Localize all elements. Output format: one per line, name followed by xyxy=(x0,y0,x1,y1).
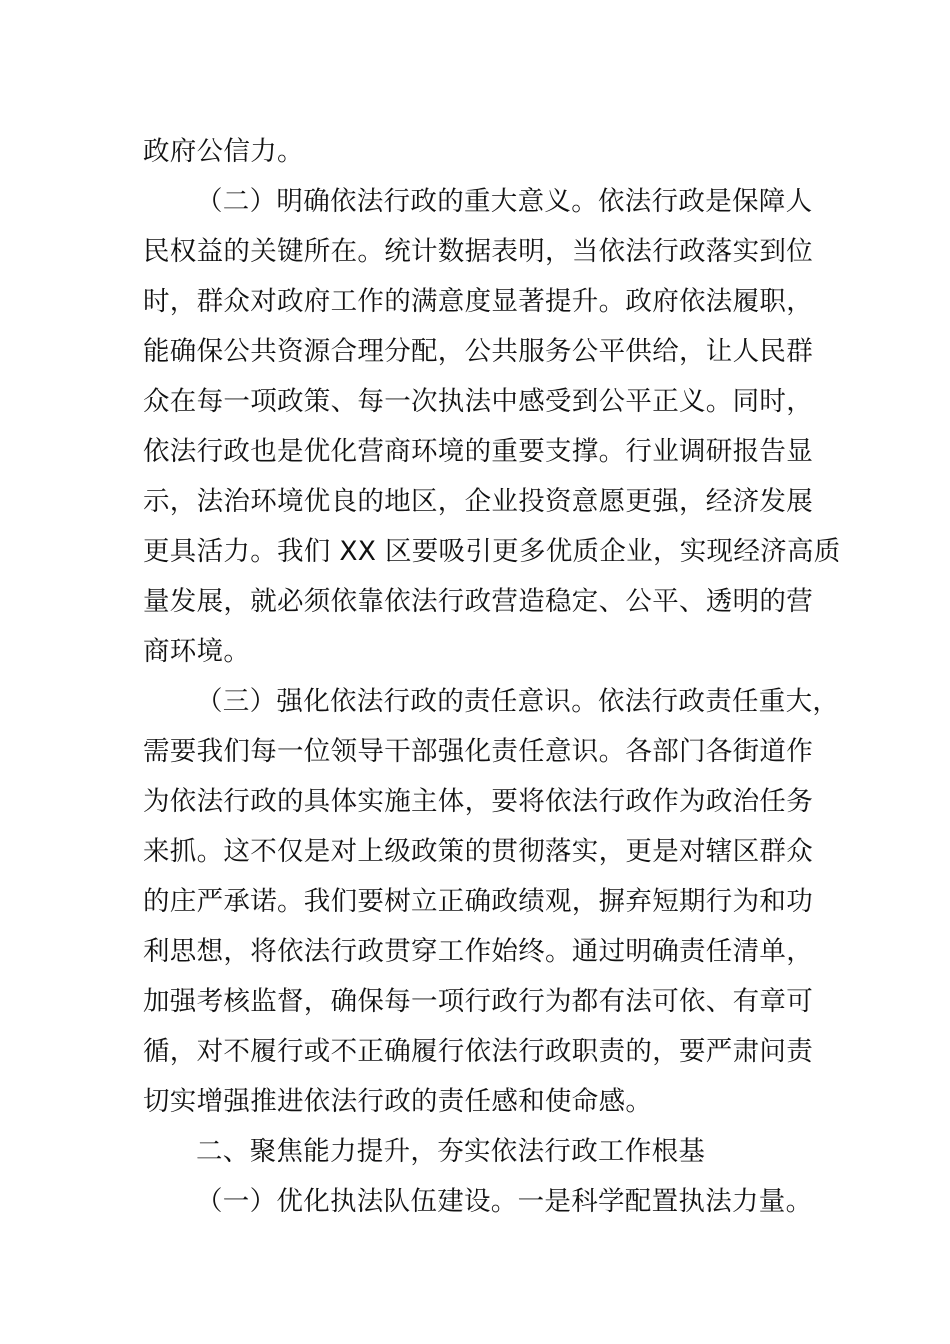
text-line: 众在每一项政策、每一次执法中感受到公平正义。同时， xyxy=(143,386,813,417)
text-line: 依法行政也是优化营商环境的重要支撑。行业调研报告显 xyxy=(143,436,813,467)
text-line: 为依法行政的具体实施主体，要将依法行政作为政治任务 xyxy=(143,786,813,817)
text-line: 更具活力。我们 XX 区要吸引更多优质企业，实现经济高质 xyxy=(143,536,841,567)
text-line: 量发展，就必须依靠依法行政营造稳定、公平、透明的营 xyxy=(143,586,813,617)
text-line: 来抓。这不仅是对上级政策的贯彻落实，更是对辖区群众 xyxy=(143,836,813,867)
text-line: 的庄严承诺。我们要树立正确政绩观，摒弃短期行为和功 xyxy=(143,886,813,917)
text-line: 民权益的关键所在。统计数据表明，当依法行政落实到位 xyxy=(143,236,813,267)
text-line: 循，对不履行或不正确履行依法行政职责的，要严肃问责 xyxy=(143,1036,813,1067)
text-line: 加强考核监督，确保每一项行政行为都有法可依、有章可 xyxy=(143,986,813,1017)
paragraph-heading-2: （二）明确依法行政的重大意义。依法行政是保障人 xyxy=(196,186,813,217)
paragraph-heading-3: （三）强化依法行政的责任意识。依法行政责任重大， xyxy=(196,686,840,717)
text-line: 示，法治环境优良的地区，企业投资意愿更强，经济发展 xyxy=(143,486,813,517)
text-line: 利思想，将依法行政贯穿工作始终。通过明确责任清单， xyxy=(143,936,813,967)
text-line: 商环境。 xyxy=(143,636,251,667)
text-line: 能确保公共资源合理分配，公共服务公平供给，让人民群 xyxy=(143,336,813,367)
section-heading: 二、聚焦能力提升，夯实依法行政工作根基 xyxy=(196,1136,706,1167)
text-line: 切实增强推进依法行政的责任感和使命感。 xyxy=(143,1086,653,1117)
paragraph-heading-1: （一）优化执法队伍建设。一是科学配置执法力量。 xyxy=(196,1186,813,1217)
text-line: 政府公信力。 xyxy=(143,136,304,167)
text-line: 时，群众对政府工作的满意度显著提升。政府依法履职， xyxy=(143,286,813,317)
text-line: 需要我们每一位领导干部强化责任意识。各部门各街道作 xyxy=(143,736,813,767)
